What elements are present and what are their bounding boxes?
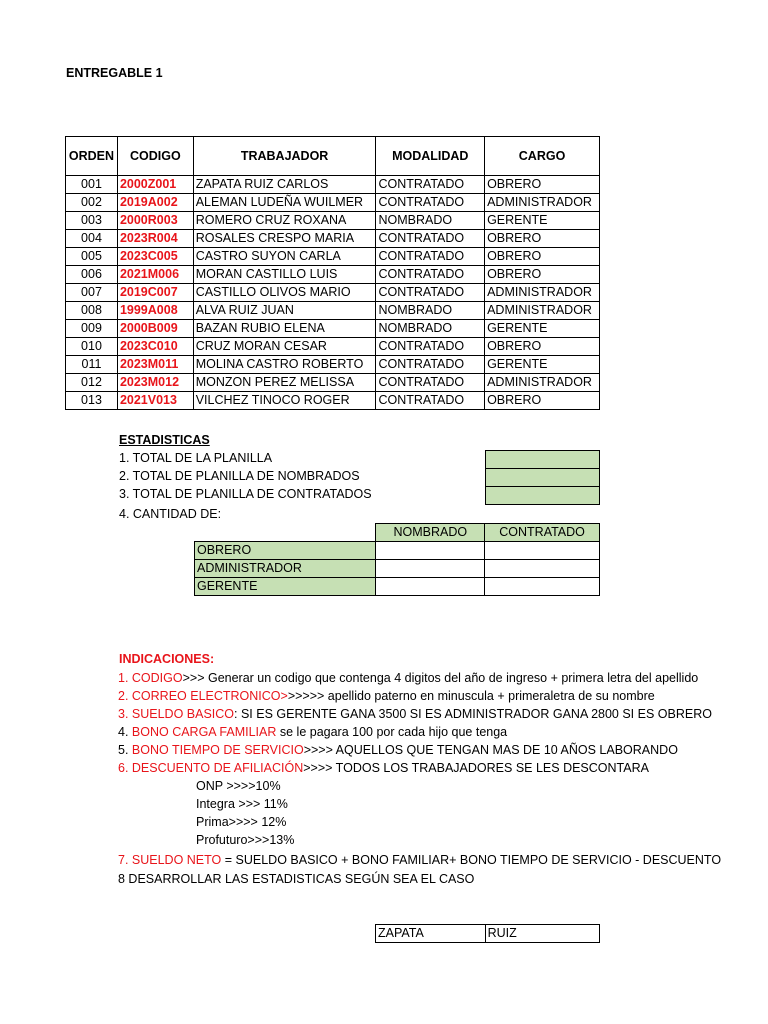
indication-red: 7. SUELDO NETO bbox=[118, 853, 222, 867]
cell-orden[interactable]: 013 bbox=[66, 392, 118, 410]
cell-codigo[interactable]: 2000Z001 bbox=[117, 176, 193, 194]
indication-text: >>>> TODOS LOS TRABAJADORES SE LES DESCONTARA bbox=[303, 761, 649, 775]
stats-totals-cells bbox=[485, 450, 600, 505]
indication-red: 1. CODIGO bbox=[118, 671, 183, 685]
cell-trabajador[interactable]: MORAN CASTILLO LUIS bbox=[193, 266, 376, 284]
cell-modalidad[interactable]: CONTRATADO bbox=[376, 338, 485, 356]
cell-codigo[interactable]: 2023C010 bbox=[117, 338, 193, 356]
count-cell[interactable] bbox=[376, 560, 485, 578]
header-cargo[interactable]: CARGO bbox=[485, 137, 600, 176]
cell-cargo[interactable]: OBRERO bbox=[485, 230, 600, 248]
count-cell[interactable] bbox=[376, 542, 485, 560]
header-codigo[interactable]: CODIGO bbox=[117, 137, 193, 176]
cell-codigo[interactable]: 2023M011 bbox=[117, 356, 193, 374]
indication-red: BONO TIEMPO DE SERVICIO bbox=[131, 743, 304, 757]
cell-codigo[interactable]: 2023C005 bbox=[117, 248, 193, 266]
cell-trabajador[interactable]: ALVA RUIZ JUAN bbox=[193, 302, 376, 320]
cell-cargo[interactable]: GERENTE bbox=[485, 356, 600, 374]
indication-text: >>>> AQUELLOS QUE TENGAN MAS DE 10 AÑOS LABORANDO bbox=[303, 743, 678, 757]
count-table bbox=[194, 523, 600, 596]
cell-cargo[interactable]: GERENTE bbox=[485, 212, 600, 230]
table-row bbox=[66, 248, 600, 266]
count-cell[interactable] bbox=[376, 578, 485, 596]
cell-trabajador[interactable]: CASTRO SUYON CARLA bbox=[193, 248, 376, 266]
cell-codigo[interactable]: 2019C007 bbox=[117, 284, 193, 302]
count-cell[interactable] bbox=[485, 578, 600, 596]
indication-text: : SI ES GERENTE GANA 3500 SI ES ADMINISTRADOR GANA 2800 SI ES OBRERO bbox=[234, 707, 712, 721]
cell-trabajador[interactable]: ROMERO CRUZ ROXANA bbox=[193, 212, 376, 230]
workers-table bbox=[65, 136, 600, 410]
cell-modalidad[interactable]: CONTRATADO bbox=[376, 248, 485, 266]
cell-orden[interactable]: 012 bbox=[66, 374, 118, 392]
stats-heading: ESTADISTICAS bbox=[119, 433, 210, 447]
cell-orden[interactable]: 008 bbox=[66, 302, 118, 320]
indication-line-6 bbox=[118, 759, 649, 777]
cell-modalidad[interactable]: CONTRATADO bbox=[376, 194, 485, 212]
total-contratados-cell[interactable] bbox=[486, 487, 600, 505]
cell-modalidad[interactable]: NOMBRADO bbox=[376, 320, 485, 338]
cell-orden[interactable]: 004 bbox=[66, 230, 118, 248]
afiliacion-profuturo: Profuturo>>>13% bbox=[196, 833, 295, 847]
cell-codigo[interactable]: 2021M006 bbox=[117, 266, 193, 284]
indication-prefix: 5. bbox=[118, 743, 132, 757]
indication-red: BONO CARGA FAMILIAR bbox=[131, 725, 277, 739]
table-row bbox=[66, 266, 600, 284]
header-trabajador[interactable]: TRABAJADOR bbox=[193, 137, 376, 176]
cell-modalidad[interactable]: CONTRATADO bbox=[376, 392, 485, 410]
table-row bbox=[66, 374, 600, 392]
table-header-row bbox=[66, 137, 600, 176]
cell-modalidad[interactable]: CONTRATADO bbox=[376, 176, 485, 194]
indication-text: >>>>> apellido paterno en minuscula + primeraletra de su nombre bbox=[287, 689, 655, 703]
cell-cargo[interactable]: OBRERO bbox=[485, 338, 600, 356]
stats-item-4: 4. CANTIDAD DE: bbox=[119, 507, 222, 521]
indication-line-1 bbox=[118, 669, 699, 687]
total-planilla-cell[interactable] bbox=[486, 451, 600, 469]
indication-text: = SUELDO BASICO + BONO FAMILIAR+ BONO TIEMPO DE SERVICIO - DESCUENTO bbox=[221, 853, 722, 867]
table-row bbox=[66, 194, 600, 212]
table-row bbox=[66, 284, 600, 302]
cell-cargo[interactable]: ADMINISTRADOR bbox=[485, 284, 600, 302]
cell-modalidad[interactable]: CONTRATADO bbox=[376, 230, 485, 248]
cell-trabajador[interactable]: BAZAN RUBIO ELENA bbox=[193, 320, 376, 338]
cell-cargo[interactable]: OBRERO bbox=[485, 392, 600, 410]
cell-codigo[interactable]: 2000R003 bbox=[117, 212, 193, 230]
indication-red: 3. SUELDO BASICO bbox=[118, 707, 235, 721]
stats-item-3: 3. TOTAL DE PLANILLA DE CONTRATADOS bbox=[119, 487, 372, 501]
stats-item-2: 2. TOTAL DE PLANILLA DE NOMBRADOS bbox=[119, 469, 360, 483]
cell-orden[interactable]: 011 bbox=[66, 356, 118, 374]
indication-line-4 bbox=[118, 723, 600, 741]
count-header-contratado[interactable]: CONTRATADO bbox=[485, 524, 600, 542]
cell-modalidad[interactable]: CONTRATADO bbox=[376, 284, 485, 302]
page-title: ENTREGABLE 1 bbox=[66, 66, 163, 80]
cell-cargo[interactable]: ADMINISTRADOR bbox=[485, 302, 600, 320]
cell-orden[interactable]: 010 bbox=[66, 338, 118, 356]
stats-item-1: 1. TOTAL DE LA PLANILLA bbox=[119, 451, 273, 465]
indication-prefix: 4. bbox=[118, 725, 132, 739]
cell-codigo[interactable]: 2021V013 bbox=[117, 392, 193, 410]
cell-orden[interactable]: 007 bbox=[66, 284, 118, 302]
header-modalidad[interactable]: MODALIDAD bbox=[376, 137, 485, 176]
cell-codigo[interactable]: 2023R004 bbox=[117, 230, 193, 248]
indication-line-8: 8 DESARROLLAR LAS ESTADISTICAS SEGÚN SEA EL CASO bbox=[118, 872, 475, 886]
afiliacion-integra: Integra >>> 11% bbox=[196, 797, 288, 811]
cell-codigo[interactable]: 2023M012 bbox=[117, 374, 193, 392]
count-row-obrero[interactable]: OBRERO bbox=[195, 542, 376, 560]
table-row bbox=[66, 212, 600, 230]
footer-cells bbox=[375, 924, 600, 943]
count-table-corner bbox=[195, 524, 376, 542]
count-row-administrador[interactable]: ADMINISTRADOR bbox=[195, 560, 376, 578]
cell-cargo[interactable]: OBRERO bbox=[485, 176, 600, 194]
footer-cell-apellido-materno[interactable]: RUIZ bbox=[485, 925, 599, 943]
table-row bbox=[66, 176, 600, 194]
count-cell[interactable] bbox=[485, 560, 600, 578]
table-row bbox=[66, 392, 600, 410]
cell-modalidad[interactable]: CONTRATADO bbox=[376, 266, 485, 284]
cell-trabajador[interactable]: ROSALES CRESPO MARIA bbox=[193, 230, 376, 248]
table-row bbox=[66, 320, 600, 338]
cell-trabajador[interactable]: ALEMAN LUDEÑA WUILMER bbox=[193, 194, 376, 212]
footer-cell-apellido-paterno[interactable]: ZAPATA bbox=[376, 925, 486, 943]
cell-trabajador[interactable]: MONZON PEREZ MELISSA bbox=[193, 374, 376, 392]
indication-line-3 bbox=[118, 705, 712, 723]
cell-modalidad[interactable]: CONTRATADO bbox=[376, 356, 485, 374]
cell-cargo[interactable]: ADMINISTRADOR bbox=[485, 194, 600, 212]
cell-codigo[interactable]: 2000B009 bbox=[117, 320, 193, 338]
cell-codigo[interactable]: 2019A002 bbox=[117, 194, 193, 212]
cell-modalidad[interactable]: NOMBRADO bbox=[376, 212, 485, 230]
cell-orden[interactable]: 009 bbox=[66, 320, 118, 338]
cell-orden[interactable]: 006 bbox=[66, 266, 118, 284]
cell-orden[interactable]: 001 bbox=[66, 176, 118, 194]
cell-cargo[interactable]: ADMINISTRADOR bbox=[485, 374, 600, 392]
indication-text: se le pagara 100 por cada hijo que tenga bbox=[276, 725, 508, 739]
cell-orden[interactable]: 005 bbox=[66, 248, 118, 266]
indication-text: >>> Generar un codigo que contenga 4 digitos del año de ingreso + primera letra del apellido bbox=[182, 671, 699, 685]
cell-codigo[interactable]: 1999A008 bbox=[117, 302, 193, 320]
cell-trabajador[interactable]: ZAPATA RUIZ CARLOS bbox=[193, 176, 376, 194]
indication-line-5 bbox=[118, 741, 678, 759]
table-row bbox=[66, 356, 600, 374]
cell-trabajador[interactable]: VILCHEZ TINOCO ROGER bbox=[193, 392, 376, 410]
cell-cargo[interactable]: OBRERO bbox=[485, 266, 600, 284]
header-orden[interactable]: ORDEN bbox=[66, 137, 118, 176]
cell-modalidad[interactable]: NOMBRADO bbox=[376, 302, 485, 320]
count-row-gerente[interactable]: GERENTE bbox=[195, 578, 376, 596]
cell-trabajador[interactable]: CASTILLO OLIVOS MARIO bbox=[193, 284, 376, 302]
count-cell[interactable] bbox=[485, 542, 600, 560]
cell-cargo[interactable]: OBRERO bbox=[485, 248, 600, 266]
afiliacion-onp: ONP >>>>10% bbox=[196, 779, 281, 793]
cell-orden[interactable]: 003 bbox=[66, 212, 118, 230]
count-header-nombrado[interactable]: NOMBRADO bbox=[376, 524, 485, 542]
cell-trabajador[interactable]: MOLINA CASTRO ROBERTO bbox=[193, 356, 376, 374]
table-row bbox=[66, 230, 600, 248]
table-row bbox=[66, 302, 600, 320]
cell-modalidad[interactable]: CONTRATADO bbox=[376, 374, 485, 392]
indication-line-7 bbox=[118, 851, 722, 869]
cell-orden[interactable]: 002 bbox=[66, 194, 118, 212]
cell-trabajador[interactable]: CRUZ MORAN CESAR bbox=[193, 338, 376, 356]
total-nombrados-cell[interactable] bbox=[486, 469, 600, 487]
indication-red: 2. CORREO ELECTRONICO> bbox=[118, 689, 288, 703]
indication-red: 6. DESCUENTO DE AFILIACIÓN bbox=[118, 761, 304, 775]
indications-heading: INDICACIONES: bbox=[119, 652, 215, 666]
table-row bbox=[66, 338, 600, 356]
afiliacion-prima: Prima>>>> 12% bbox=[196, 815, 287, 829]
indication-line-2 bbox=[118, 687, 655, 705]
cell-cargo[interactable]: GERENTE bbox=[485, 320, 600, 338]
